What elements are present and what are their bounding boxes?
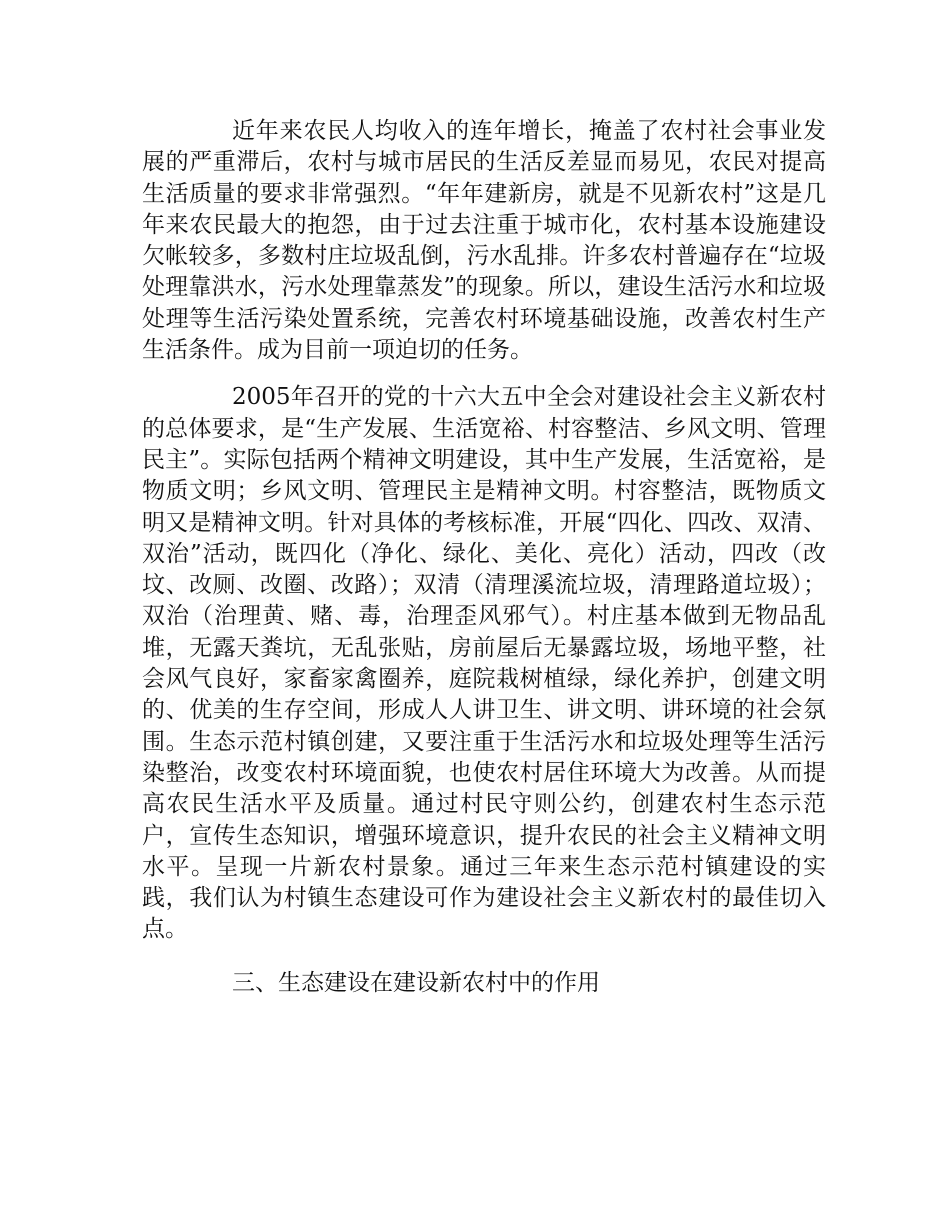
paragraph-new-countryside-requirements: 2005年召开的党的十六大五中全会对建设社会主义新农村的总体要求，是“生产发展、生活宽裕、村容整洁、乡风文明、管理民主”。实际包括两个精神文明建设，其中生产发展，生活宽裕，是物质文明；乡风文明、管理民主是精神文明。村容整洁，既物质文明又是精神文明。针对具体的考核标准，开展“四化、四改、双清、双治”活动，既四化（净化、绿化、美化、亮化）活动，四改（改坟、改厕、改圈、改路）；双清（清理溪流垃圾，清理路道垃圾）；双治（治理黄、赌、毒，治理歪风邪气）。村庄基本做到无物品乱堆，无露天粪坑，无乱张贴，房前屋后无暴露垃圾，场地平整，社会风气良好，家畜家禽圈养，庭院栽树植绿，绿化养护，创建文明的、优美的生存空间，形成人人讲卫生、讲文明、讲环境的社会氛围。生态示范村镇创建，又要注重于生活污水和垃圾处理等生活污染整治，改变农村环境面貌，也使农村居住环境大为改善。从而提高农民生活水平及质量。通过村民守则公约，创建农村生态示范户，宣传生态知识，增强环境意识，提升农民的社会主义精神文明水平。呈现一片新农村景象。通过三年来生态示范村镇建设的实践，我们认为村镇生态建设可作为建设社会主义新农村的最佳切入点。: [142, 384, 826, 943]
paragraph-rural-income: 近年来农民人均收入的连年增长，掩盖了农村社会事业发展的严重滞后，农村与城市居民的生活反差显而易见，农民对提高生活质量的要求非常强烈。“年年建新房，就是不见新农村”这是几年来农民最大的抱怨，由于过去注重于城市化，农村基本设施建设欠帐较多，多数村庄垃圾乱倒，污水乱排。许多农村普遍存在“垃圾处理靠洪水，污水处理靠蒸发”的现象。所以，建设生活污水和垃圾处理等生活污染处置系统，完善农村环境基础设施，改善农村生产生活条件。成为目前一项迫切的任务。: [142, 118, 826, 364]
section-heading: 三、生态建设在建设新农村中的作用: [232, 969, 600, 996]
document-page: [142, 116, 826, 999]
